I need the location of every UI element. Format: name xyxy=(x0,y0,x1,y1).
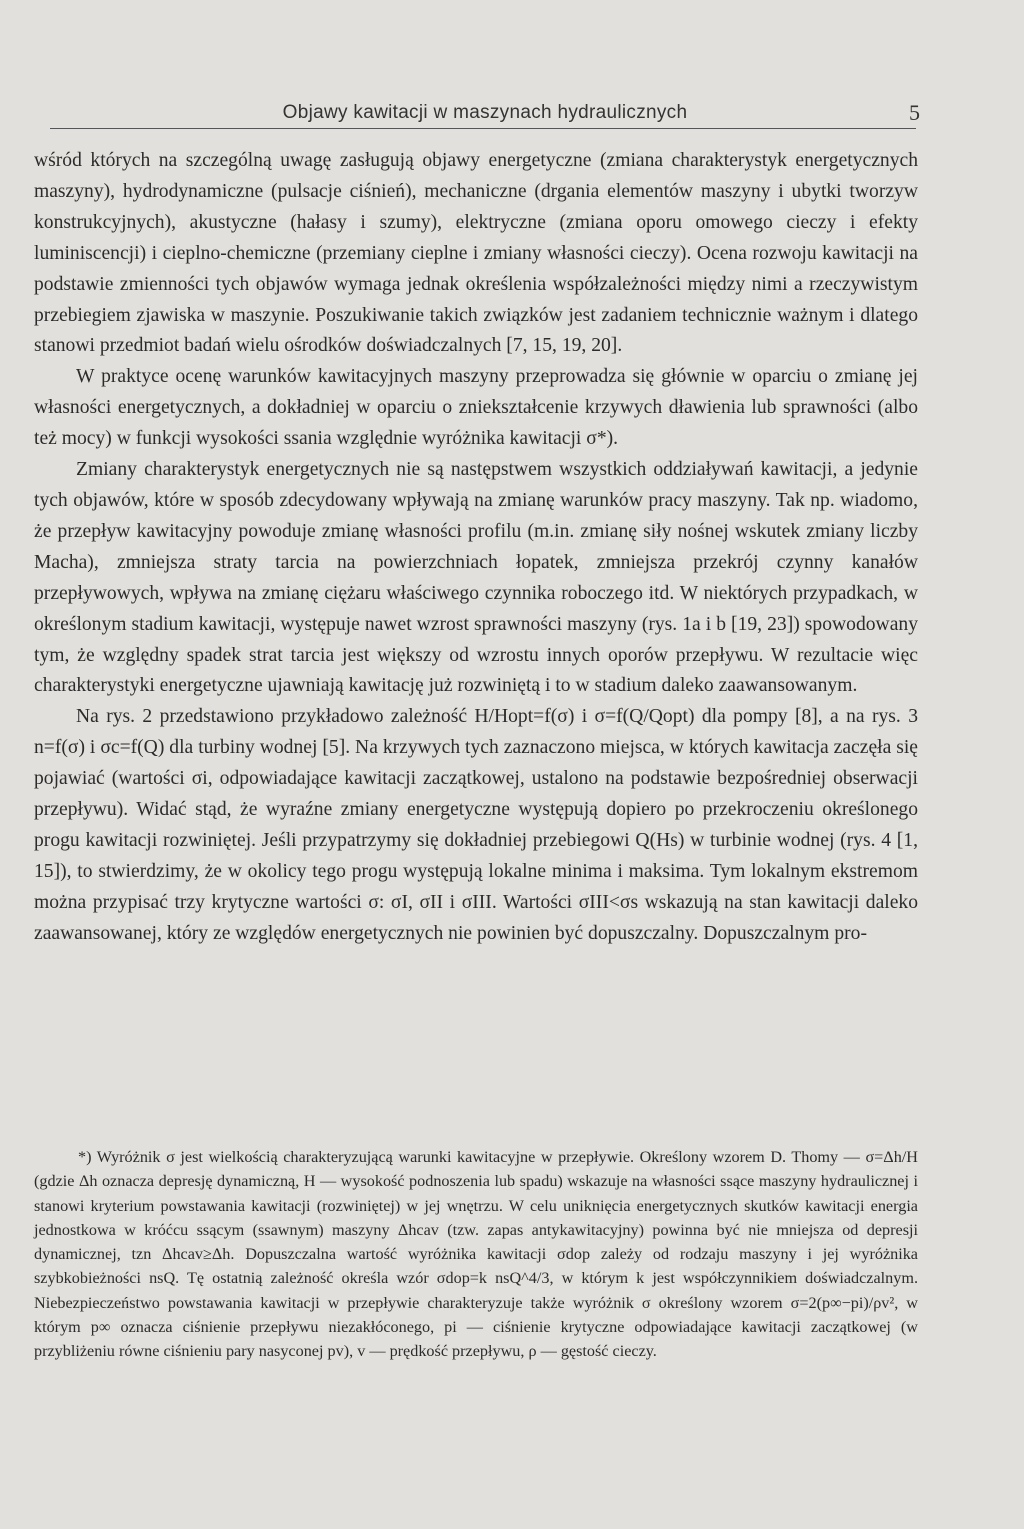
footnote: *) Wyróżnik σ jest wielkością charakteryzującą warunki kawitacyjne w przepływie. Określony wzorem D. Thomy — σ=Δh/H (gdzie Δh oznacza depresję dynamiczną, H — wysokość podnoszenia lub spadu) wskazuje na własności ssące maszyny hydraulicznej i stanowi kryterium powstawania kawitacji (rozwiniętej) w jej wnętrzu. W celu uniknięcia energetycznych skutków kawitacji energia jednostkowa w króćcu ssącym (ssawnym) maszyny Δhcav (tzw. zapas antykawitacyjny) powinna być nie mniejsza od depresji dynamicznej, tzn Δhcav≥Δh. Dopuszczalna wartość wyróżnika kawitacji σdop zależy od rodzaju maszyny i jej wyróżnika szybkobieżności nsQ. Tę ostatnią zależność określa wzór σdop=k nsQ^4/3, w którym k jest współczynnikiem doświadczalnym. Niebezpieczeństwo powstawania kawitacji w przepływie charakteryzuje także wyróżnik σ określony wzorem σ=2(p∞−pi)/ρv², w którym p∞ oznacza ciśnienie przepływu niezakłóconego, pi — ciśnienie krytyczne odpowiadające kawitacji zaczątkowej (w przybliżeniu równe ciśnieniu pary nasyconej pv), v — prędkość przepływu, ρ — gęstość cieczy. xyxy=(34,1148,918,1361)
paragraph: Na rys. 2 przedstawiono przykładowo zależność H/Hopt=f(σ) i σ=f(Q/Qopt) dla pompy [8], a na rys. 3 n=f(σ) i σc=f(Q) dla turbiny wodnej [5]. Na krzywych tych zaznaczono miejsca, w których kawitacja zaczęła się pojawiać (wartości σi, odpowiadające kawitacji zaczątkowej, ustalono na podstawie bezpośredniej obserwacji przepływu). Widać stąd, że wyraźne zmiany energetyczne występują dopiero po przekroczeniu określonego progu kawitacji rozwiniętej. Jeśli przypatrzymy się dokładniej przebiegowi Q(Hs) w turbinie wodnej (rys. 4 [1, 15]), to stwierdzimy, że w okolicy tego progu występują lokalne minima i maksima. Tym lokalnym ekstremom można przypisać trzy krytyczne wartości σ: σI, σII i σIII. Wartości σIII<σs wskazują na stan kawitacji daleko zaawansowanej, który ze względów energetycznych nie powinien być dopuszczalny. Dopuszczalnym pro- xyxy=(34,706,918,944)
running-header xyxy=(50,100,920,130)
page-number: 5 xyxy=(909,100,920,125)
header-rule xyxy=(50,128,916,129)
footnotes xyxy=(34,1145,918,1364)
running-header-title: Objawy kawitacji w maszynach hydraulicznych xyxy=(282,102,688,123)
paragraph: wśród których na szczególną uwagę zasługują objawy energetyczne (zmiana charakterystyk energetycznych maszyny), hydrodynamiczne (pulsacje ciśnień), mechaniczne (drgania elementów maszyny i ubytki tworzyw konstrukcyjnych), akustyczne (hałasy i szumy), elektryczne (zmiana oporu omowego cieczy i efekty luminiscencji) i cieplno-chemiczne (przemiany cieplne i zmiany własności cieczy). Ocena rozwoju kawitacji na podstawie zmienności tych objawów wymaga jednak określenia współzależności między nimi a rzeczywistym przebiegiem zjawiska w maszynie. Poszukiwanie takich związków jest zadaniem technicznie ważnym i dlatego stanowi przedmiot badań wielu ośrodków doświadczalnych [7, 15, 19, 20]. xyxy=(34,150,918,357)
paragraph: W praktyce ocenę warunków kawitacyjnych maszyny przeprowadza się głównie w oparciu o zmianę jej własności energetycznych, a dokładniej w oparciu o zniekształcenie krzywych dławienia lub sprawności (albo też mocy) w funkcji wysokości ssania względnie wyróżnika kawitacji σ*). xyxy=(34,366,918,450)
paragraph: Zmiany charakterystyk energetycznych nie są następstwem wszystkich oddziaływań kawitacji, a jedynie tych objawów, które w sposób zdecydowany wpływają na zmianę warunków pracy maszyny. Tak np. wiadomo, że przepływ kawitacyjny powoduje zmianę własności profilu (m.in. zmianę siły nośnej wskutek zmiany liczby Macha), zmniejsza straty tarcia na powierzchniach łopatek, zmniejsza przekrój czynny kanałów przepływowych, wpływa na zmianę ciężaru właściwego czynnika roboczego itd. W niektórych przypadkach, w określonym stadium kawitacji, występuje nawet wzrost sprawności maszyny (rys. 1a i b [19, 23]) spowodowany tym, że względny spadek strat tarcia jest większy od wzrostu innych oporów przepływu. W rezultacie więc charakterystyki energetyczne ujawniają kawitację już rozwiniętą i to w stadium daleko zaawansowanym. xyxy=(34,459,918,697)
body-text xyxy=(34,146,918,950)
footnote-rule xyxy=(36,1128,216,1129)
